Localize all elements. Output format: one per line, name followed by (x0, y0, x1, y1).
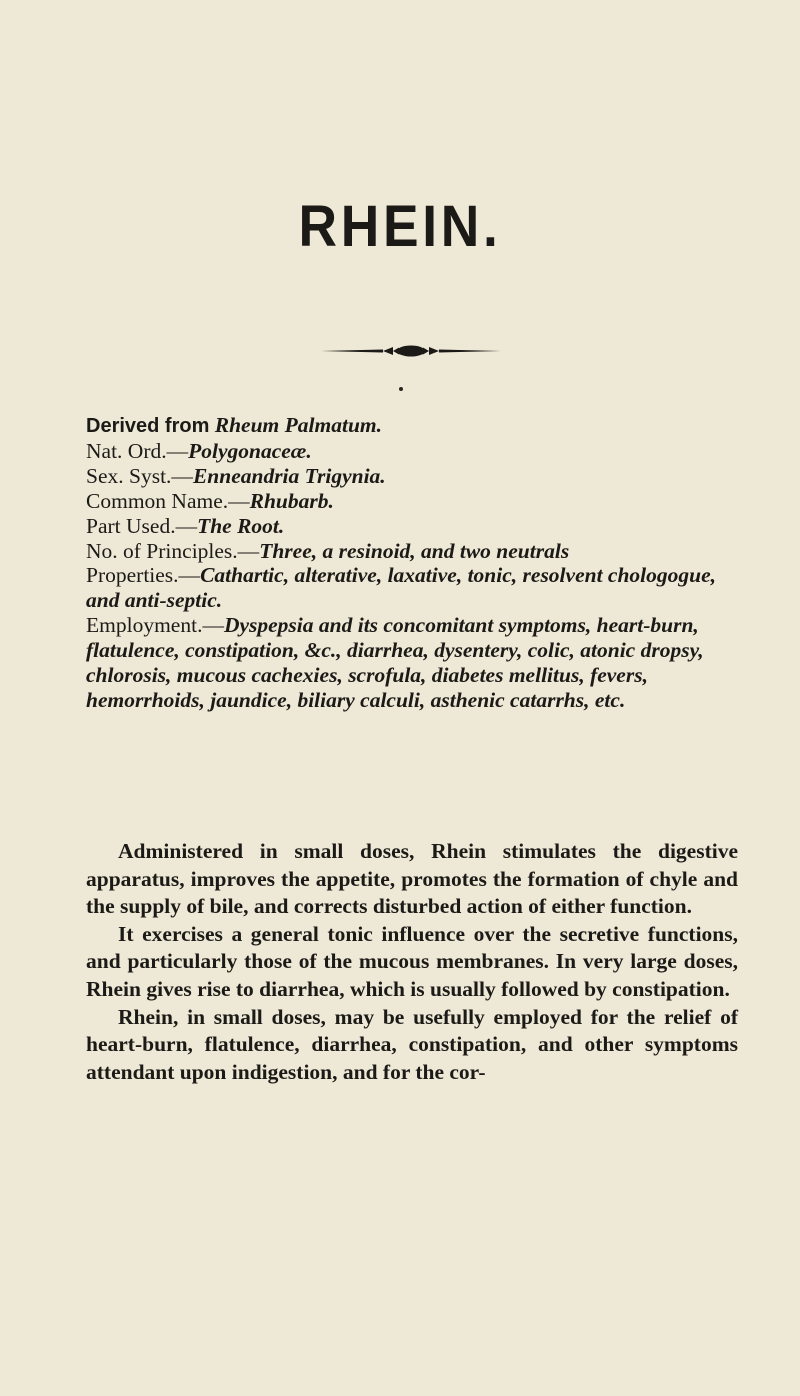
derived-line: Derived from Rheum Palmatum. (86, 413, 383, 437)
paragraph-2: It exercises a general tonic influence over the secretive functions, and particularly those of the mucous membranes. In very large doses, Rhein gives rise to diarrhea, which is usually followed by constipation. (86, 921, 738, 1001)
principles-line: No. of Principles.—Three, a resinoid, and two neutrals (86, 538, 570, 563)
page-title: RHEIN. (298, 194, 502, 259)
order-line: Nat. Ord.—Polygonaceæ. (86, 438, 312, 463)
paragraph-1: Administered in small doses, Rhein stimulates the digestive apparatus, improves the appetite, promotes the formation of chyle and the supply of bile, and corrects disturbed action of either function. (86, 839, 738, 919)
part-used-line: Part Used.—The Root. (86, 513, 285, 538)
ornament-rule (321, 344, 501, 358)
properties-line: Properties.—Cathartic, alterative, laxative, tonic, resolvent chologogue, and anti-septic. (86, 563, 717, 613)
monograph-header (86, 413, 736, 713)
print-speck (399, 387, 403, 391)
sex-line: Sex. Syst.—Enneandria Trigynia. (86, 463, 386, 488)
body-text (86, 838, 738, 1086)
common-name-line: Common Name.—Rhubarb. (86, 488, 334, 513)
paragraph-3: Rhein, in small doses, may be usefully employed for the relief of heart-burn, flatulence, diarrhea, constipation, and other symptoms attendant upon indigestion, and for the cor- (86, 1004, 738, 1084)
employment-line: Employment.—Dyspepsia and its concomitant symptoms, heart-burn, flatulence, constipation, &c., diarrhea, dysentery, colic, atonic dropsy, chlorosis, mucous cachexies, scrofula, diabetes mellitus, fevers, hemorrhoids, jaundice, biliary calculi, asthenic catarrhs, etc. (86, 613, 704, 712)
